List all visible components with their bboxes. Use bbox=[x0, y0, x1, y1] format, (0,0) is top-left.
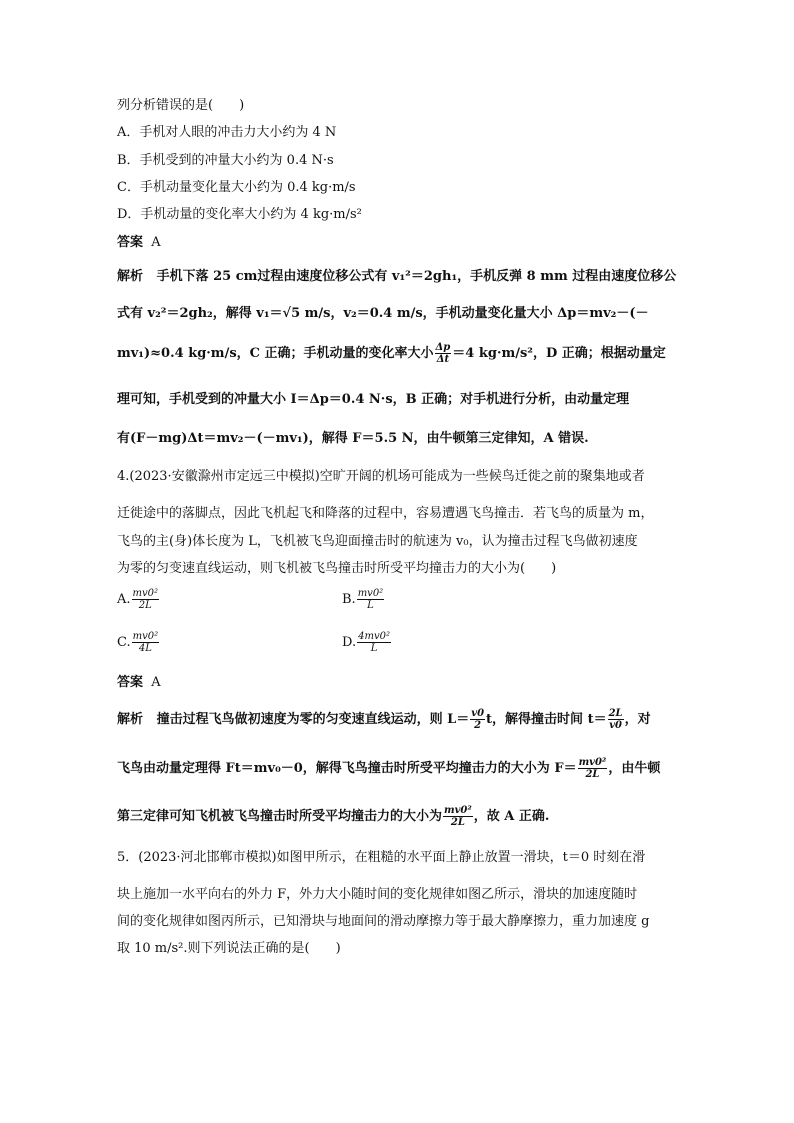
q4-answer bbox=[117, 674, 161, 692]
analysis-text: mv₁)≈0.4 kg·m/s，C 正确；手机动量的变化率大小 bbox=[117, 346, 434, 361]
q3-analysis-line-3 bbox=[117, 342, 666, 365]
q4-stem-line-4: 为零的匀变速直线运动，则飞机被飞鸟撞击时所受平均撞击力的大小为( ) bbox=[117, 561, 557, 576]
q4-option-a: A. $\frac{\text{mv0²}}{2L}$ bbox=[117, 588, 159, 611]
q3-analysis-line-1 bbox=[117, 268, 676, 286]
answer-value: A bbox=[151, 675, 161, 690]
q5-stem-line-1: 5．(2023·河北邯郸市模拟)如图甲所示，在粗糙的水平面上静止放置一滑块，t＝0 时刻在滑 bbox=[117, 850, 646, 865]
q3-option-b: B．手机受到的冲量大小约为 0.4 N·s bbox=[117, 153, 334, 168]
analysis-label: 解析 bbox=[117, 712, 144, 727]
q3-option-c: C．手机动量变化量大小约为 0.4 kg·m/s bbox=[117, 180, 356, 195]
answer-label: 答案 bbox=[117, 235, 144, 250]
q3-stem-tail: 列分析错误的是( ) bbox=[117, 98, 245, 113]
q3-analysis-line-5: 有(F－mg)Δt＝mv₂－(－mv₁)，解得 F＝5.5 N，由牛顿第三定律知，A 错误. bbox=[117, 431, 589, 446]
q4-option-b: B. $\frac{\text{mv0²}}{L}$ bbox=[342, 588, 384, 611]
analysis-label: 解析 bbox=[117, 269, 144, 284]
q4-option-d: D. $\frac{\text{4mv0²}}{L}$ bbox=[342, 631, 390, 654]
answer-value: A bbox=[151, 235, 161, 250]
q3-option-a: A．手机对人眼的冲击力大小约为 4 N bbox=[117, 125, 337, 140]
q3-analysis-line-4: 理可知，手机受到的冲量大小 I＝Δp＝0.4 N·s，B 正确；对手机进行分析，由动量定理 bbox=[117, 392, 630, 407]
answer-label: 答案 bbox=[117, 675, 144, 690]
q5-stem-line-3: 间的变化规律如图丙所示，已知滑块与地面间的滑动摩擦力等于最大静摩擦力，重力加速度 g bbox=[117, 914, 650, 929]
q4-stem-line-2: 迁徙途中的落脚点，因此飞机起飞和降落的过程中，容易遭遇飞鸟撞击．若飞鸟的质量为 m， bbox=[117, 506, 654, 521]
q3-option-d: D．手机动量的变化率大小约为 4 kg·m/s² bbox=[117, 207, 362, 222]
q4-analysis-line-3: 第三定律可知飞机被飞鸟撞击时所受平均撞击力的大小为 $\frac{\text{mv0²}}{2L}$ ，故 A 正确. bbox=[117, 805, 550, 828]
q4-analysis-line-1: 解析 撞击过程飞鸟做初速度为零的匀变速直线运动，则 L＝ $\frac{v0}{2}$ t，解得撞击时间 t＝ $\frac{2L}{v0}$ ，对 bbox=[117, 708, 651, 731]
q5-stem-line-2: 块上施加一水平向右的外力 F，外力大小随时间的变化规律如图乙所示，滑块的加速度随时 bbox=[117, 887, 638, 902]
q4-stem-line-3: 飞鸟的主(身)体长度为 L，飞机被飞鸟迎面撞击时的航速为 v₀，认为撞击过程飞鸟做初速度 bbox=[117, 534, 638, 549]
q3-answer bbox=[117, 234, 161, 252]
analysis-text: 手机下落 25 cm过程由速度位移公式有 v₁²＝2gh₁，手机反弹 8 mm 过程由速度位移公 bbox=[156, 269, 677, 284]
analysis-text: ＝4 kg·m/s²，D 正确；根据动量定 bbox=[452, 346, 666, 361]
q4-option-c: C. $\frac{\text{mv0²}}{4L}$ bbox=[117, 631, 159, 654]
q5-stem-line-4: 取 10 m/s².则下列说法正确的是( ) bbox=[117, 941, 341, 956]
fraction-dp-dt: $\frac{\Delta p}{\Delta t}$ bbox=[435, 342, 451, 365]
q4-analysis-line-2: 飞鸟由动量定理得 Ft＝mv₀－0，解得飞鸟撞击时所受平均撞击力的大小为 F＝ $\frac{\text{mv0²}}{2L}$ ，由牛顿 bbox=[117, 757, 661, 780]
q3-analysis-line-2: 式有 v₂²＝2gh₂，解得 v₁＝√5 m/s，v₂＝0.4 m/s，手机动量变化量大小 Δp＝mv₂－(－ bbox=[117, 306, 649, 321]
q4-stem-line-1: 4.(2023·安徽滁州市定远三中模拟)空旷开阔的机场可能成为一些候鸟迁徙之前的聚集地或者 bbox=[117, 469, 645, 484]
